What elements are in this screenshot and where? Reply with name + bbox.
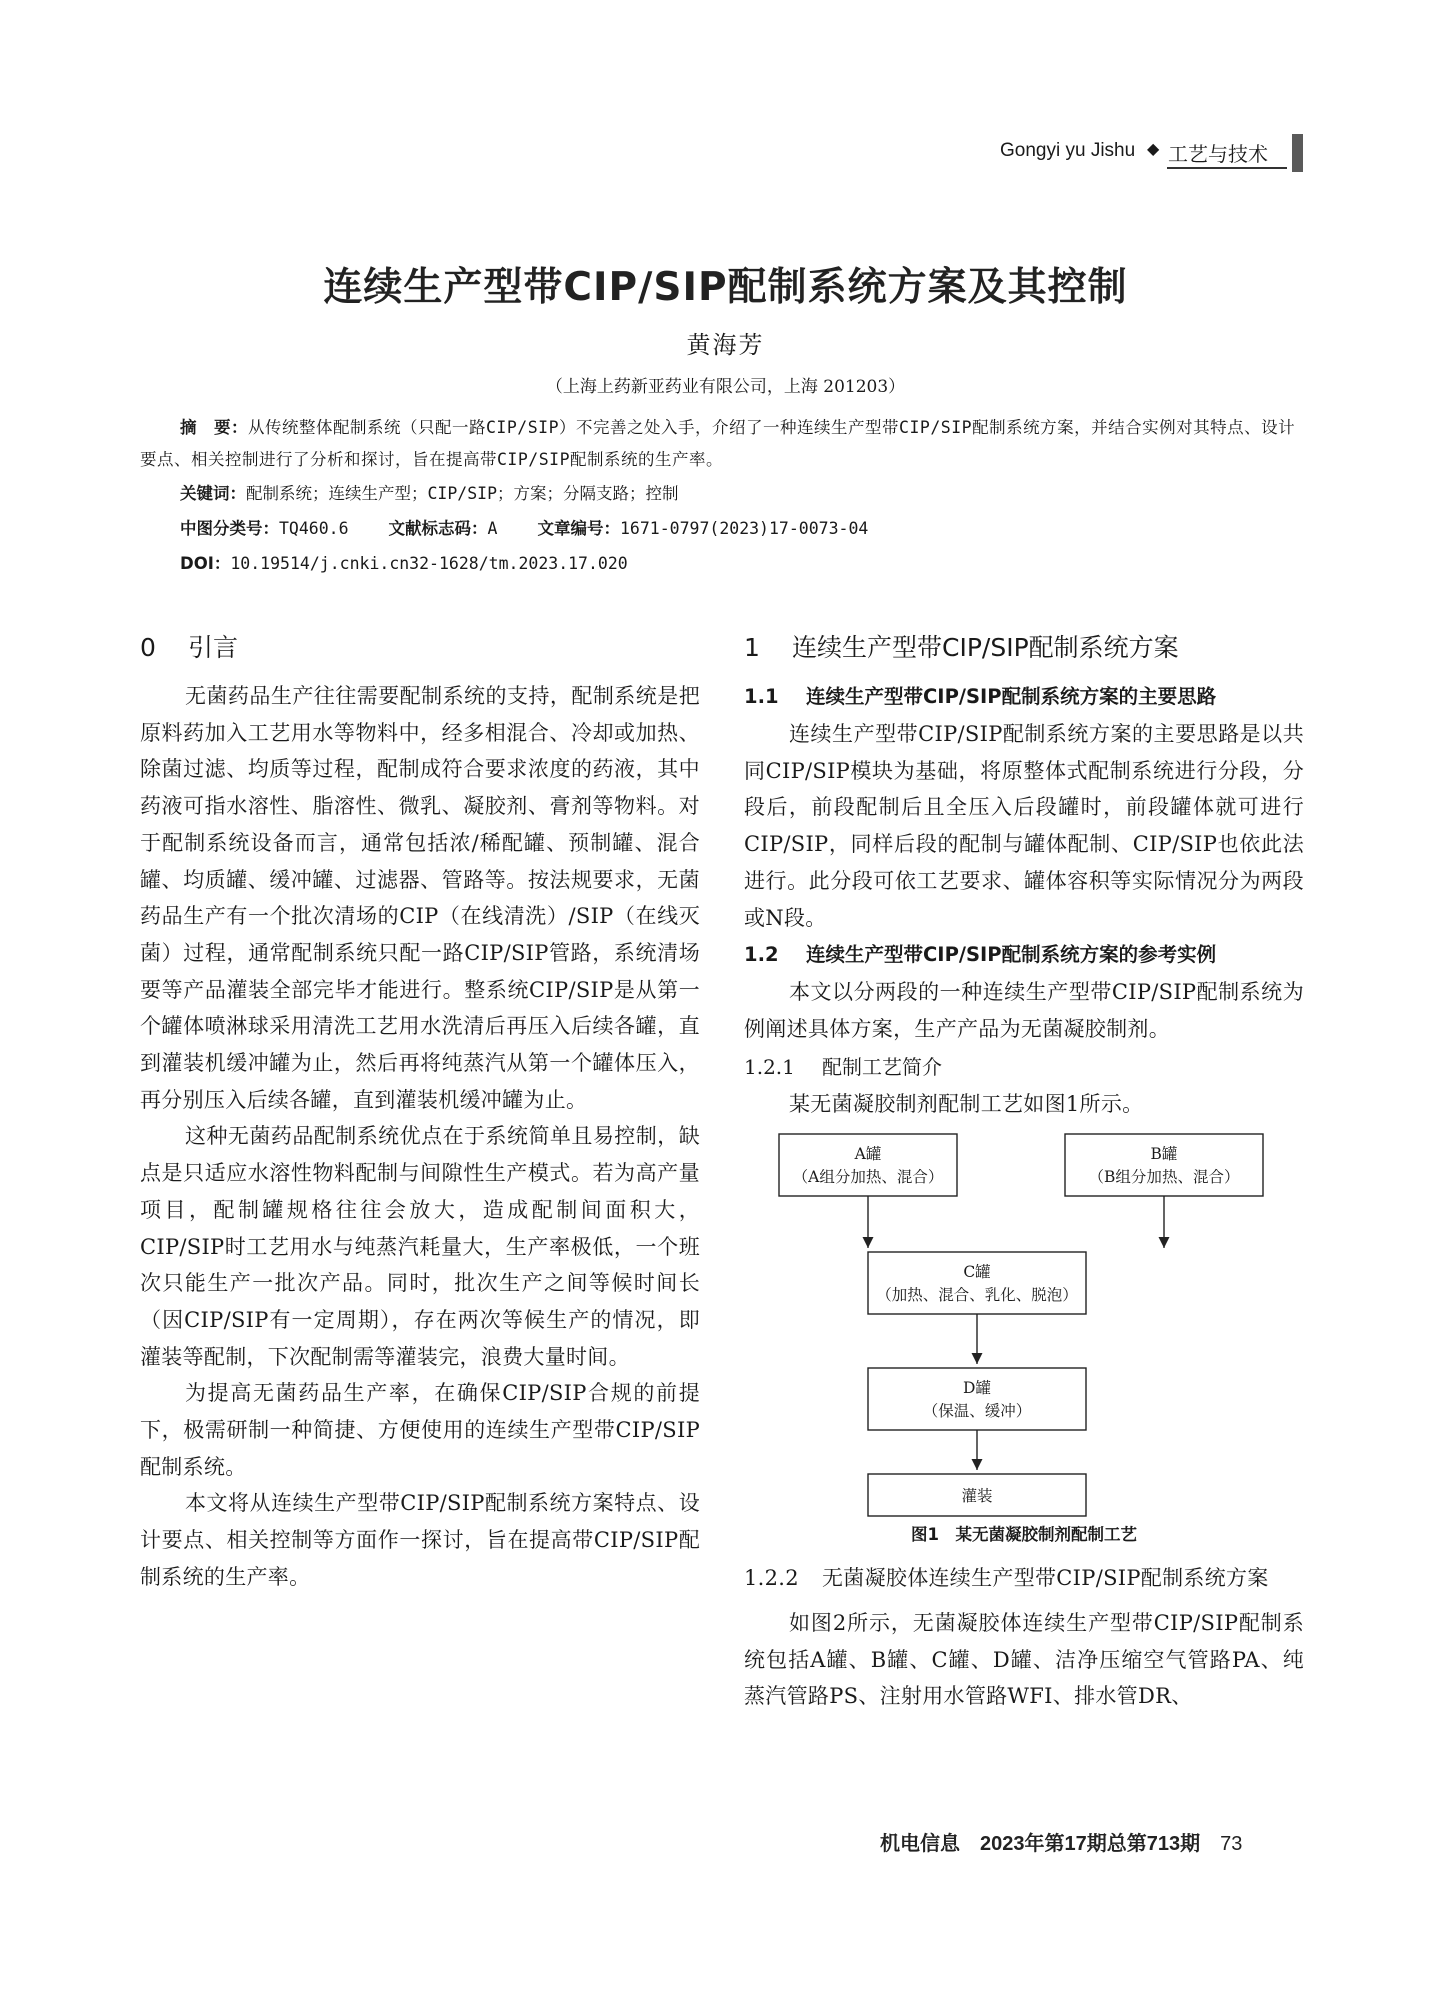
intro-paragraph-4: 本文将从连续生产型带CIP/SIP配制系统方案特点、设计要点、相关控制等方面作一探讨，旨在提高带CIP/SIP配制系统的生产率。 <box>140 1491 700 1589</box>
process-flowchart <box>744 1128 1304 1520</box>
journal-name: Gongyi yu Jishu <box>1000 140 1136 161</box>
tank-a-box <box>779 1134 957 1196</box>
affiliation: （上海上药新亚药业有限公司，上海 201203） <box>545 377 906 397</box>
subsection-heading-1-2: 1.2 连续生产型带CIP/SIP配制系统方案的参考实例 <box>744 943 1217 967</box>
tank-b-title: B罐 <box>1150 1145 1178 1164</box>
tank-c-desc: （加热、混合、乳化、脱泡） <box>876 1286 1078 1305</box>
tank-d-title: D罐 <box>963 1379 991 1398</box>
tank-d-box <box>868 1368 1086 1430</box>
intro-paragraph-3: 为提高无菌药品生产率，在确保CIP/SIP合规的前提下，极需研制一种简捷、方便使用的连续生产型带CIP/SIP配制系统。 <box>140 1381 700 1479</box>
clc-value: TQ460.6 <box>279 519 349 538</box>
doc-code-label: 文献标志码： <box>388 519 488 538</box>
running-header <box>1000 134 1310 172</box>
page-footer <box>880 1827 1242 1856</box>
subsection-heading-1-2-1: 1.2.1 配制工艺简介 <box>744 1054 942 1079</box>
tank-b-box <box>1065 1134 1263 1196</box>
figure-caption: 图1 某无菌凝胶制剂配制工艺 <box>911 1525 1137 1545</box>
abstract <box>140 412 1310 476</box>
subsection-heading-1-1: 1.1 连续生产型带CIP/SIP配制系统方案的主要思路 <box>744 685 1217 708</box>
page-number: 73 <box>1220 1833 1243 1855</box>
keywords-text: 配制系统；连续生产型；CIP/SIP；方案；分隔支路；控制 <box>246 484 679 503</box>
section-name: 工艺与技术 <box>1168 142 1268 166</box>
right-column <box>744 628 1304 1715</box>
diamond-icon: ◆ <box>1147 141 1160 158</box>
paragraph-1-2: 本文以分两段的一种连续生产型带CIP/SIP配制系统为例阐述具体方案，生产产品为无菌凝胶制剂。 <box>744 980 1304 1041</box>
left-column <box>140 628 700 1596</box>
intro-paragraph-2: 这种无菌药品配制系统优点在于系统简单且易控制，缺点是只适应水溶性物料配制与间隙性生产模式。若为高产量项目，配制罐规格往往会放大，造成配制间面积大，CIP/SIP时工艺用水与纯蒸汽耗量大，生产率极低，一个班次只能生产一批次产品。同时，批次生产之间等候时间长（因CIP/SIP有一定周期），存在两次等候生产的情况，即灌装等配制，下次配制需等灌装完，浪费大量时间。 <box>140 1124 700 1369</box>
flowchart-svg <box>744 1128 1304 1520</box>
tank-c-box <box>868 1252 1086 1314</box>
section-underline <box>1167 167 1287 169</box>
intro-paragraph-1: 无菌药品生产往往需要配制系统的支持，配制系统是把原料药加入工艺用水等物料中，经多相混合、冷却或加热、除菌过滤、均质等过程，配制成符合要求浓度的药液，其中药液可指水溶性、脂溶性、微乳、凝胶剂、膏剂等物料。对于配制系统设备而言，通常包括浓/稀配罐、预制罐、混合罐、均质罐、缓冲罐、过滤器、管路等。按法规要求，无菌药品生产有一个批次清场的CIP（在线清洗）/SIP（在线灭菌）过程，通常配制系统只配一路CIP/SIP管路，系统清场要等产品灌装全部完毕才能进行。整系统CIP/SIP是从第一个罐体喷淋球采用清洗工艺用水洗清后再压入后续各罐，直到灌装机缓冲罐为止，然后再将纯蒸汽从第一个罐体压入，再分别压入后续各罐，直到灌装机缓冲罐为止。 <box>140 684 700 1112</box>
section-heading-1: 1 连续生产型带CIP/SIP配制系统方案 <box>744 633 1179 662</box>
tank-a-title: A罐 <box>854 1145 882 1164</box>
tank-c-title: C罐 <box>963 1263 991 1282</box>
keywords <box>180 478 1350 510</box>
clc-label: 中图分类号： <box>180 519 279 538</box>
tank-a-desc: （A组分加热、混合） <box>792 1168 944 1187</box>
article-no-label: 文章编号： <box>537 519 620 538</box>
paragraph-1-2-1: 某无菌凝胶制剂配制工艺如图1所示。 <box>789 1091 1144 1116</box>
doi-line <box>180 548 1350 580</box>
classification-line <box>180 513 1350 545</box>
header-bar-mark <box>1292 134 1303 172</box>
filling-title: 灌装 <box>961 1487 993 1506</box>
doc-code-value: A <box>487 519 498 538</box>
abstract-text: 从传统整体配制系统（只配一路CIP/SIP）不完善之处入手，介绍了一种连续生产型带CIP/SIP配制系统方案，并结合实例对其特点、设计要点、相关控制进行了分析和探讨，旨在提高带CIP/SIP配制系统的生产率。 <box>140 418 1296 469</box>
tank-d-desc: （保温、缓冲） <box>922 1402 1032 1421</box>
journal-issue: 机电信息 2023年第17期总第713期 <box>880 1833 1201 1855</box>
section-heading-intro: 0 引言 <box>140 633 239 662</box>
abstract-label: 摘 要： <box>180 418 248 437</box>
article-no-value: 1671-0797(2023)17-0073-04 <box>619 519 869 538</box>
author-name: 黄海芳 <box>686 331 765 359</box>
paragraph-1-2-2: 如图2所示，无菌凝胶体连续生产型带CIP/SIP配制系统包括A罐、B罐、C罐、D罐、洁净压缩空气管路PA、纯蒸汽管路PS、注射用水管路WFI、排水管DR、 <box>744 1611 1304 1709</box>
keywords-label: 关键词： <box>180 484 246 503</box>
subsection-heading-1-2-2: 1.2.2 无菌凝胶体连续生产型带CIP/SIP配制系统方案 <box>744 1566 1269 1591</box>
doi-label: DOI： <box>180 554 231 573</box>
doi-value: 10.19514/j.cnki.cn32-1628/tm.2023.17.020 <box>230 554 628 573</box>
tank-b-desc: （B组分加热、混合） <box>1088 1168 1240 1187</box>
article-title: 连续生产型带CIP/SIP配制系统方案及其控制 <box>323 265 1128 310</box>
paragraph-1-1: 连续生产型带CIP/SIP配制系统方案的主要思路是以共同CIP/SIP模块为基础，将原整体式配制系统进行分段，分段后，前段配制后且全压入后段罐时，前段罐体就可进行CIP/SIP，同样后段的配制与罐体配制、CIP/SIP也依此法进行。此分段可依工艺要求、罐体容积等实际情况分为两段或N段。 <box>744 722 1304 930</box>
